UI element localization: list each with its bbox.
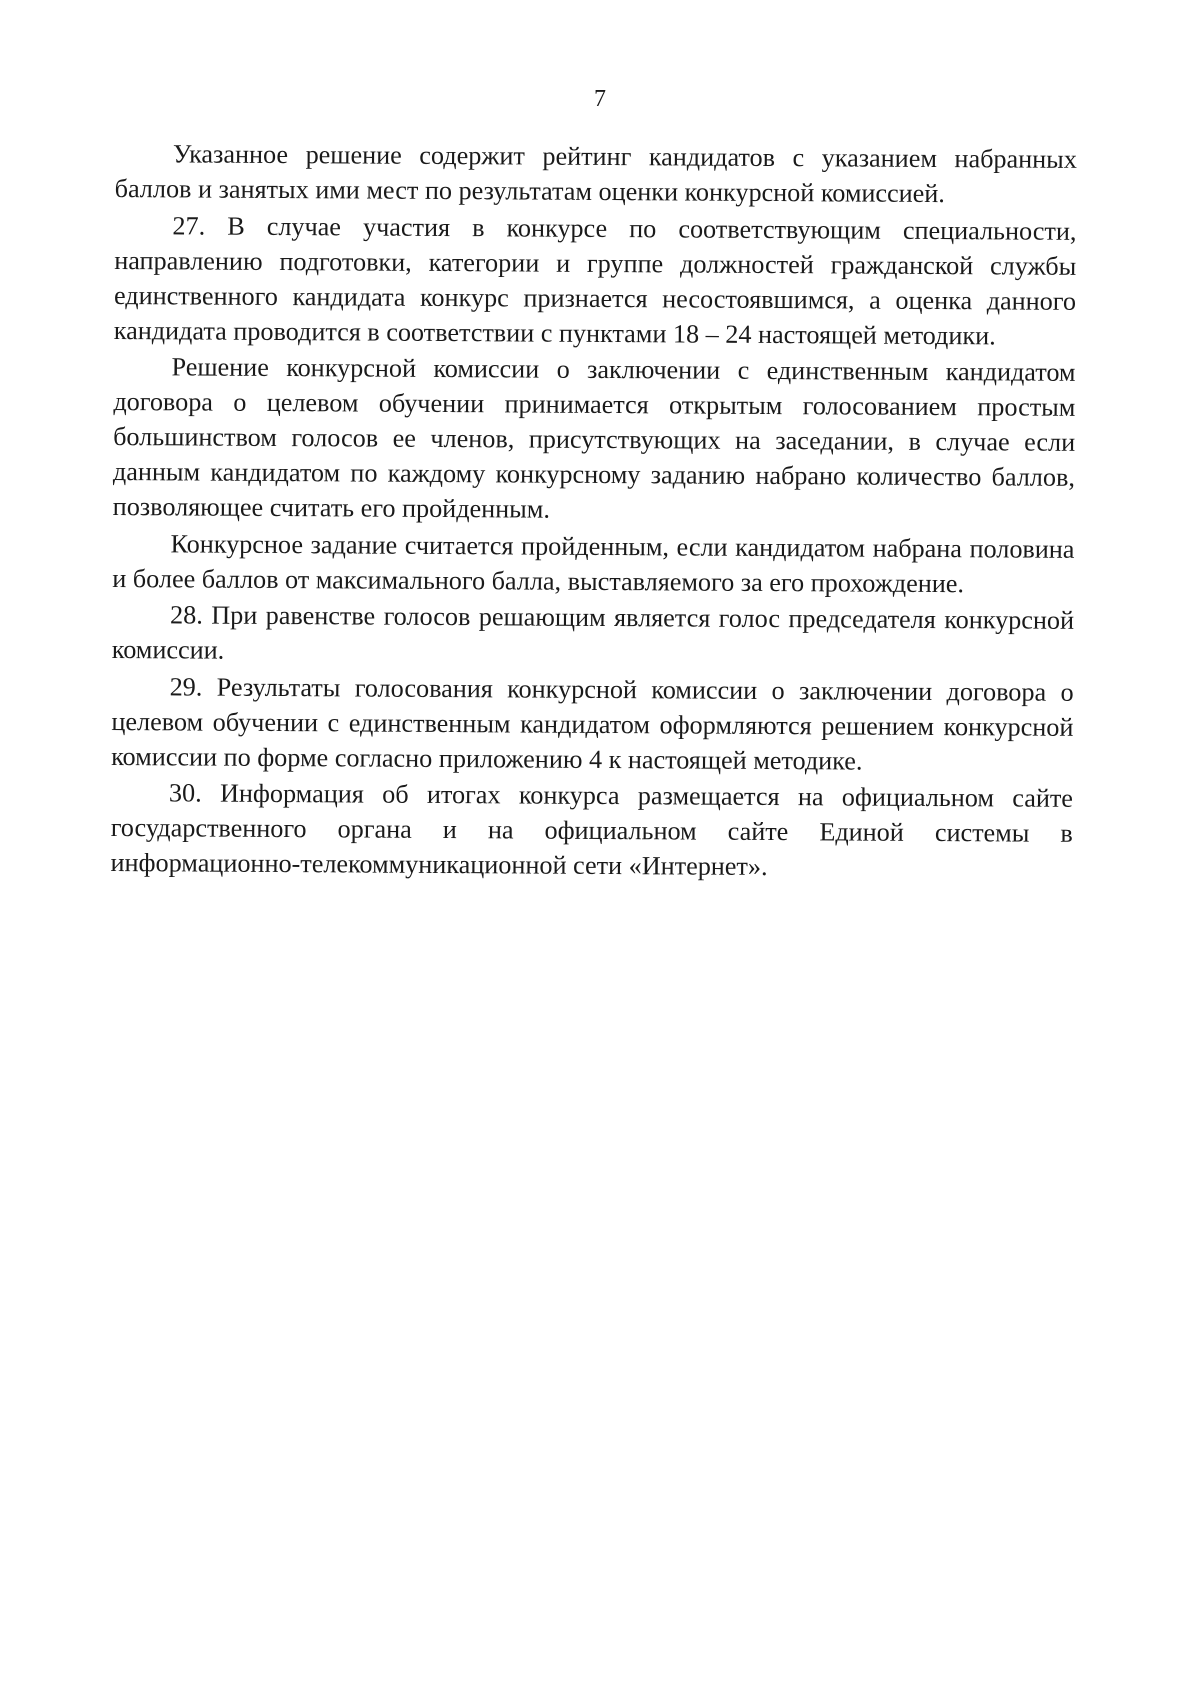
paragraph-item-27: 27. В случае участия в конкурсе по соответствующим специальности, направлению подготовки, категории и группе должностей гражданской службы единственного кандидата конкурс признается несостоявшимся, а оценка данного кандидата проводится в соответствии с пунктами 18 – 24 настоящей методики. (113, 210, 1077, 350)
page-number: 7 (594, 86, 606, 112)
paragraph-item-28: 28. При равенстве голосов решающим является голос председателя конкурсной комиссии. (111, 600, 1075, 665)
paragraph-task-passed: Конкурсное задание считается пройденным, если кандидатом набрана половина и более баллов от максимального балла, выставляемого за его прохождение. (112, 528, 1075, 598)
document-body (110, 136, 1077, 887)
paragraph-commission-decision: Решение конкурсной комиссии о заключении с единственным кандидатом договора о целевом обучении принимается открытым голосованием простым большинством голосов ее членов, присутствующих на заседании, в случае если данным кандидатом по каждому конкурсному заданию набрано количество баллов, позволяющее считать его пройденным. (112, 352, 1076, 524)
paragraph-item-30: 30. Информация об итогах конкурса размещается на официальном сайте государственного органа и на официальном сайте Единой системы в информационно-телекоммуникационной сети «Интернет». (110, 778, 1074, 881)
paragraph-item-29: 29. Результаты голосования конкурсной комиссии о заключении договора о целевом обучении с единственным кандидатом оформляются решением конкурсной комиссии по форме согласно приложению 4 к настоящей методике. (111, 671, 1074, 776)
paragraph-rating-decision: Указанное решение содержит рейтинг кандидатов с указанием набранных баллов и занятых ими мест по результатам оценки конкурсной комиссией. (114, 139, 1077, 209)
